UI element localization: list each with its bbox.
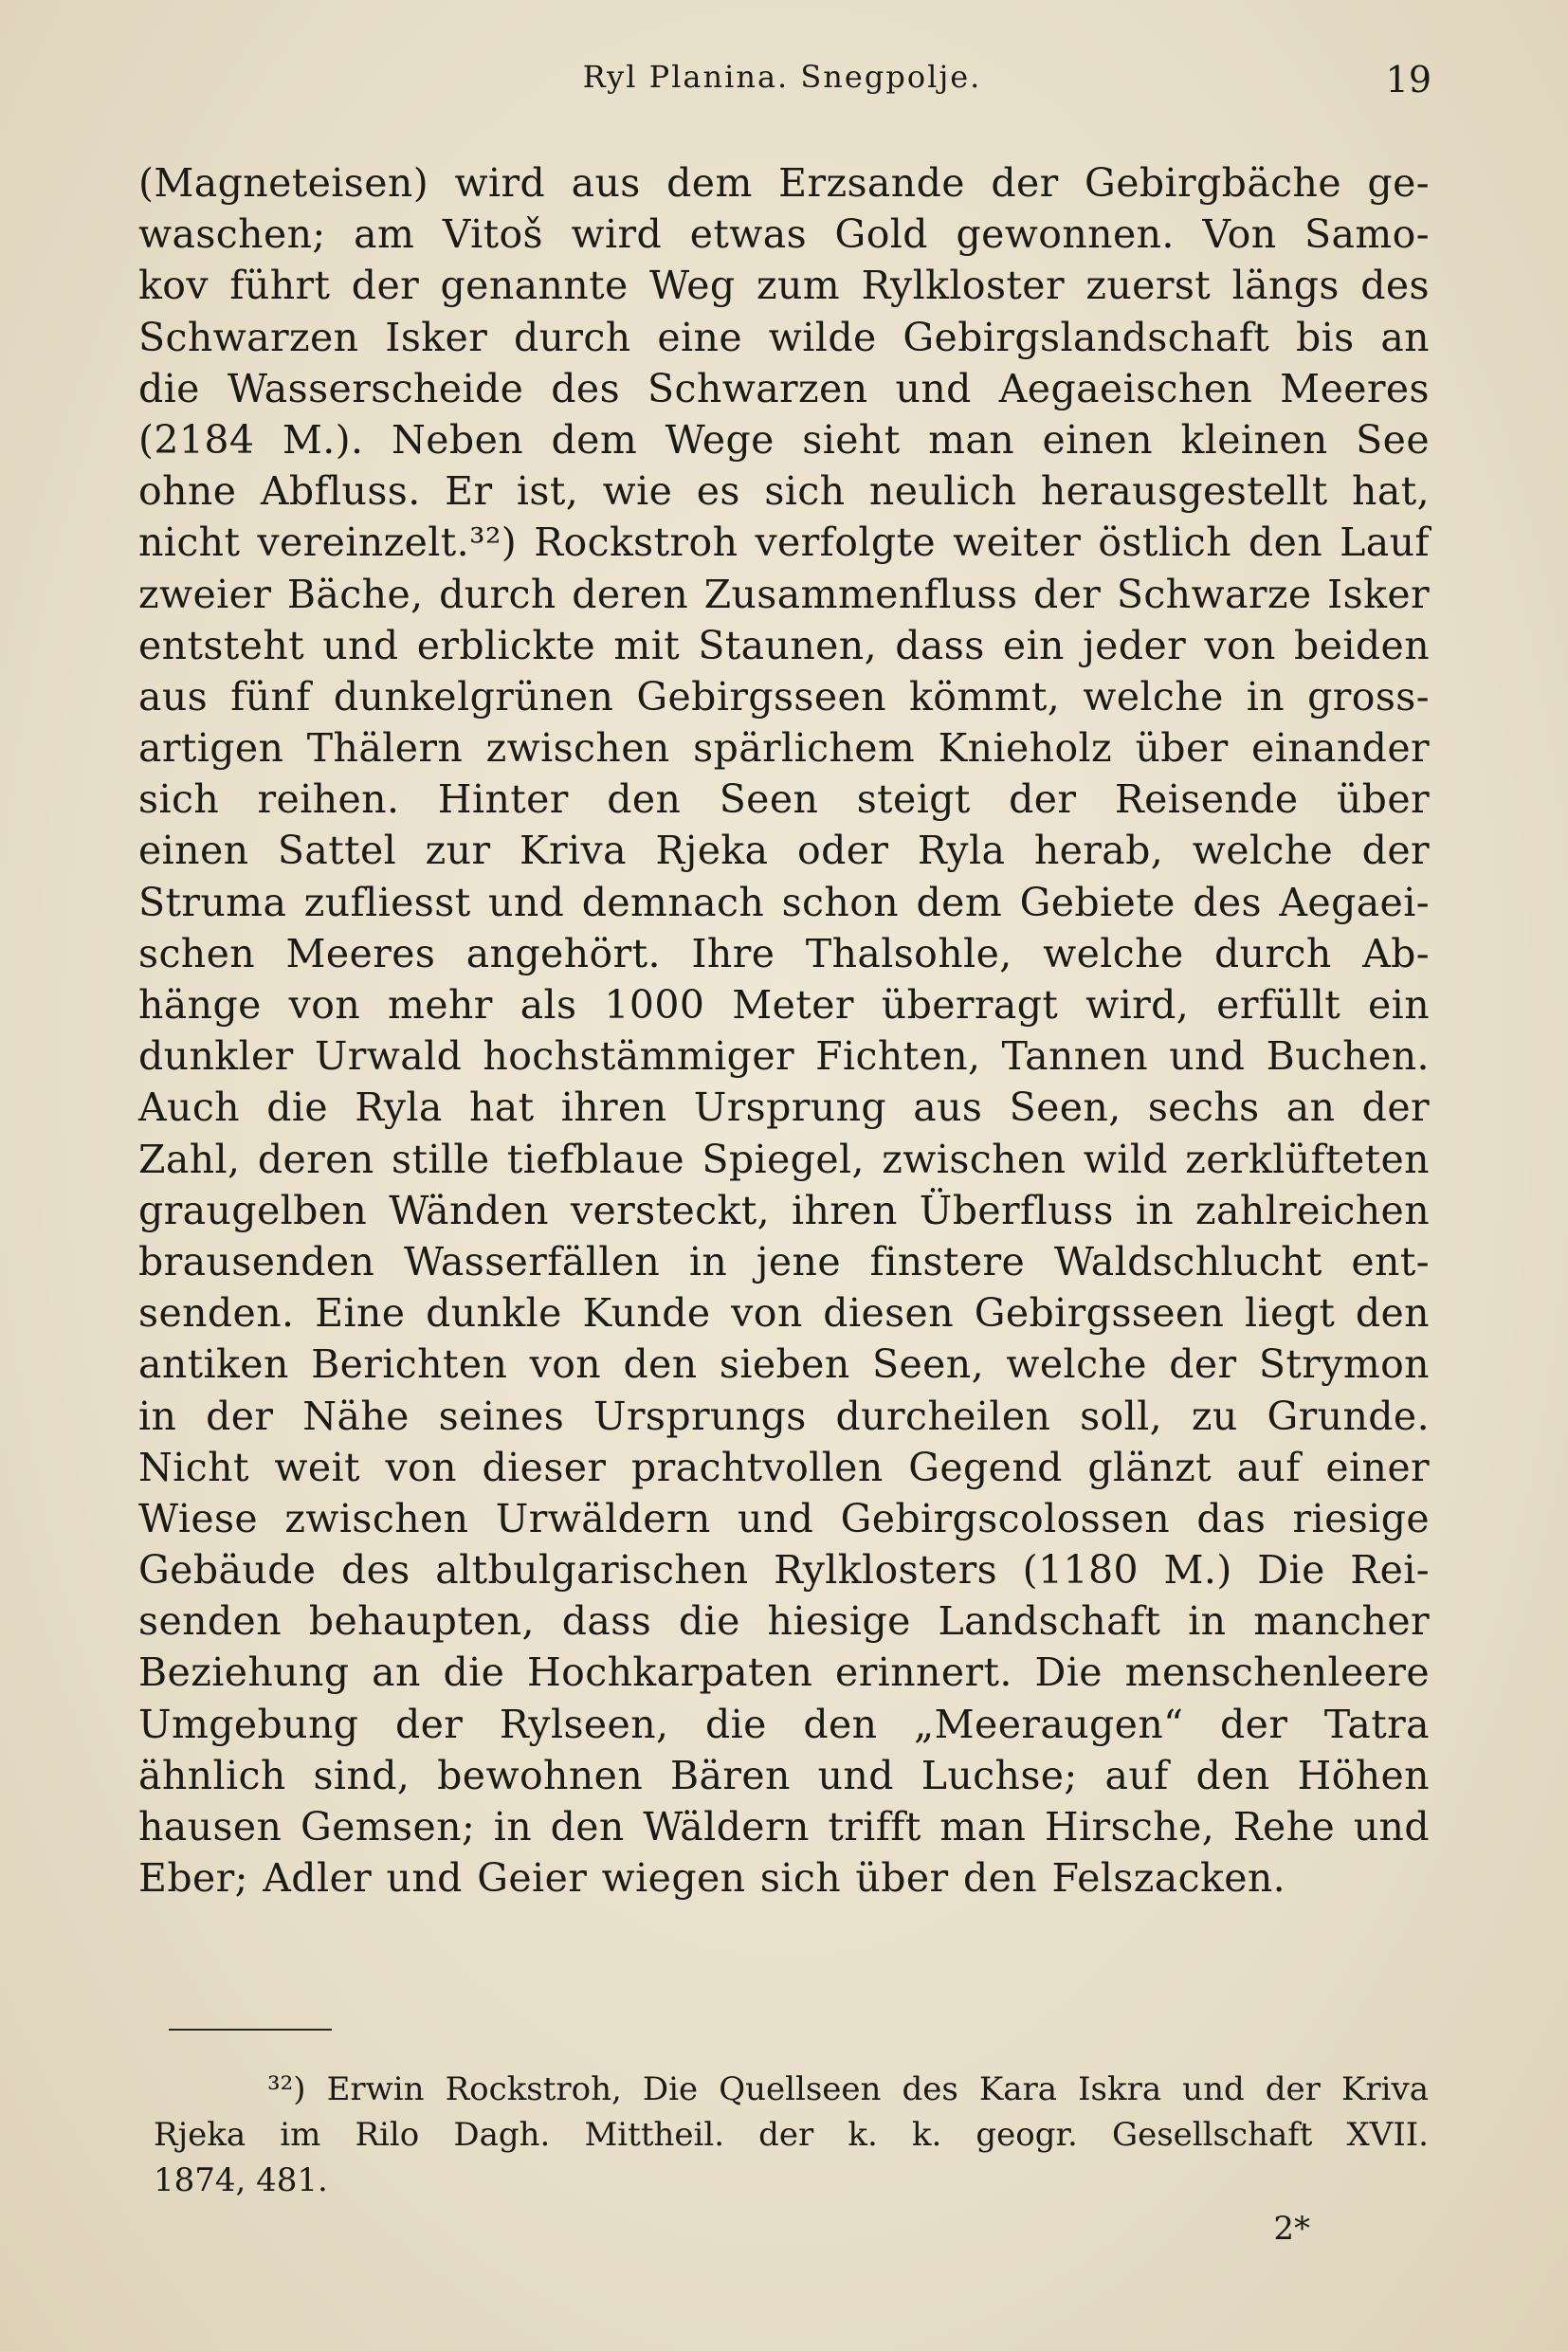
text-line: dunkler Urwald hochstämmiger Fichten, Tannen und Buchen. [138, 1033, 1430, 1080]
footnote-line: 1874, 481. [154, 2161, 328, 2199]
text-line: Gebäude des altbulgarischen Rylklosters (1180 M.) Die Rei- [138, 1547, 1430, 1594]
footnote-line: ³²) Erwin Rockstroh, Die Quellseen des Kara Iskra und der Kriva [267, 2070, 1429, 2108]
page-number: 19 [1385, 59, 1431, 100]
text-line: Struma zufliesst und demnach schon dem Gebiete des Aegaei- [138, 879, 1430, 925]
text-line: Schwarzen Isker durch eine wilde Gebirgslandschaft bis an [138, 314, 1430, 360]
text-line: brausenden Wasserfällen in jene finstere Waldschlucht ent- [138, 1238, 1430, 1285]
footnotes [154, 2067, 1429, 2203]
signature-mark: 2* [1273, 2210, 1310, 2248]
text-line: schen Meeres angehört. Ihre Thalsohle, welche durch Ab- [138, 930, 1430, 976]
text-line: Beziehung an die Hochkarpaten erinnert. Die menschenleere [138, 1649, 1430, 1696]
running-title: Ryl Planina. Snegpolje. [582, 59, 982, 95]
body-text [138, 157, 1430, 1904]
text-line: hänge von mehr als 1000 Meter überragt wird, erfüllt ein [138, 982, 1430, 1028]
text-line: hausen Gemsen; in den Wäldern trifft man Hirsche, Rehe und [138, 1804, 1430, 1850]
text-line: nicht vereinzelt.³²) Rockstroh verfolgte weiter östlich den Lauf [138, 519, 1430, 566]
text-line: zweier Bäche, durch deren Zusammenfluss der Schwarze Isker [138, 571, 1430, 617]
text-line: in der Nähe seines Ursprungs durcheilen soll, zu Grunde. [138, 1393, 1430, 1439]
footnote-rule [169, 2029, 332, 2031]
running-head [133, 59, 1431, 116]
text-line: aus fünf dunkelgrünen Gebirgsseen kömmt, welche in gross- [138, 673, 1430, 720]
text-line: ähnlich sind, bewohnen Bären und Luchse; auf den Höhen [138, 1752, 1430, 1798]
text-line: entsteht und erblickte mit Staunen, dass ein jeder von beiden [138, 622, 1430, 668]
text-line: artigen Thälern zwischen spärlichem Knieholz über einander [138, 725, 1430, 772]
text-line: Nicht weit von dieser prachtvollen Gegend glänzt auf einer [138, 1444, 1430, 1490]
text-line: antiken Berichten von den sieben Seen, welche der Strymon [138, 1341, 1430, 1388]
text-line: graugelben Wänden versteckt, ihren Überfluss in zahlreichen [138, 1187, 1430, 1233]
text-line: Wiese zwischen Urwäldern und Gebirgscolossen das riesige [138, 1495, 1430, 1541]
text-line: ohne Abfluss. Er ist, wie es sich neulich herausgestellt hat, [138, 468, 1430, 515]
text-line: (Magneteisen) wird aus dem Erzsande der Gebirgbäche ge- [138, 160, 1430, 206]
text-line: Eber; Adler und Geier wiegen sich über den Felszacken. [138, 1855, 1286, 1902]
text-line: die Wasserscheide des Schwarzen und Aegaeischen Meeres [138, 365, 1430, 411]
text-line: senden. Eine dunkle Kunde von diesen Gebirgsseen liegt den [138, 1290, 1430, 1337]
text-line: Zahl, deren stille tiefblaue Spiegel, zwischen wild zerklüfteten [138, 1136, 1430, 1182]
text-line: Umgebung der Rylseen, die den „Meeraugen“ der Tatra [138, 1701, 1430, 1747]
text-line: einen Sattel zur Kriva Rjeka oder Ryla herab, welche der [138, 828, 1430, 874]
footnote-line: Rjeka im Rilo Dagh. Mittheil. der k. k. geogr. Gesellschaft XVII. [154, 2116, 1429, 2154]
text-line: sich reihen. Hinter den Seen steigt der Reisende über [138, 776, 1430, 823]
text-line: (2184 M.). Neben dem Wege sieht man einen kleinen See [138, 416, 1430, 463]
text-line: senden behaupten, dass die hiesige Landschaft in mancher [138, 1598, 1430, 1645]
text-line: kov führt der genannte Weg zum Rylkloster zuerst längs des [138, 263, 1430, 309]
text-line: Auch die Ryla hat ihren Ursprung aus Seen, sechs an der [138, 1084, 1430, 1131]
text-line: waschen; am Vitoš wird etwas Gold gewonnen. Von Samo- [138, 211, 1430, 258]
